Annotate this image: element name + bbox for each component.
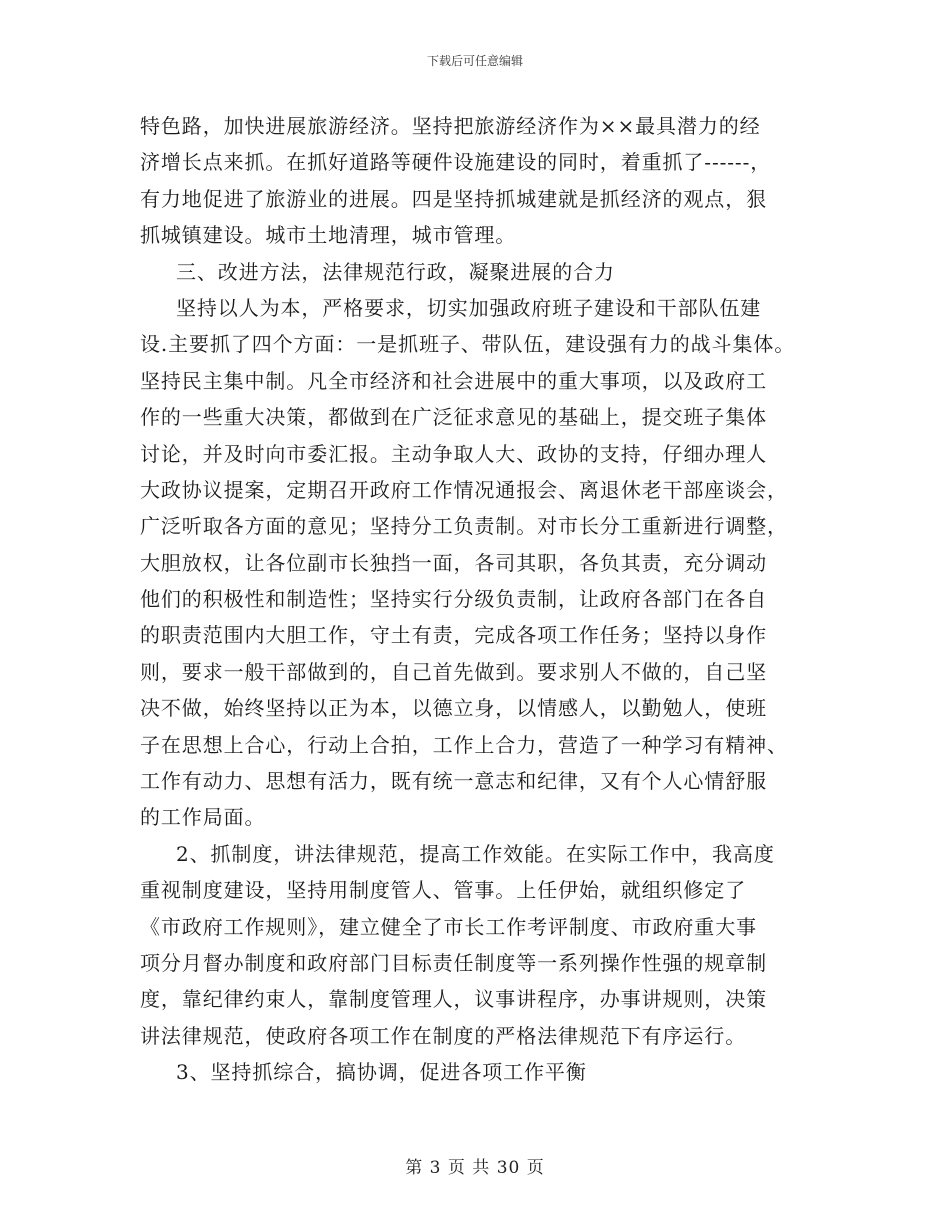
body-line: 作的一些重大决策，都做到在广泛征求意见的基础上，提交班子集体 (140, 405, 767, 430)
body-line: 设.主要抓了四个方面：一是抓班子、带队伍，建设强有力的战斗集体。 (140, 332, 796, 357)
paragraph-start: 2、抓制度，讲法律规范，提高工作效能。在实际工作中，我高度 (176, 841, 775, 866)
body-line: 决不做，始终坚持以正为本，以德立身，以情感人，以勤勉人，使班 (140, 696, 767, 721)
body-line: 讲法律规范，使政府各项工作在制度的严格法律规范下有序运行。 (140, 1023, 747, 1048)
body-line: 讨论，并及时向市委汇报。主动争取人大、政协的支持，仔细办理人 (140, 441, 767, 466)
body-line: 重视制度建设，坚持用制度管人、管事。上任伊始，就组织修定了 (140, 878, 747, 903)
body-line: 济增长点来抓。在抓好道路等硬件设施建设的同时，着重抓了------， (140, 150, 772, 175)
page-header: 下载后可任意编辑 (426, 54, 523, 68)
body-line: 工作有动力、思想有活力，既有统一意志和纪律，又有个人心情舒服 (140, 769, 767, 794)
section-heading: 三、改进方法，法律规范行政，凝聚进展的合力 (176, 259, 615, 284)
body-line: 坚持民主集中制。凡全市经济和社会进展中的重大事项，以及政府工 (140, 368, 767, 393)
paragraph-start: 坚持以人为本，严格要求，切实加强政府班子建设和干部队伍建 (176, 295, 762, 320)
body-line: 特色路，加快进展旅游经济。坚持把旅游经济作为××最具潜力的经 (140, 114, 761, 138)
body-line: 有力地促进了旅游业的进展。四是坚持抓城建就是抓经济的观点，狠 (140, 186, 767, 211)
body-line: 他们的积极性和制造性；坚持实行分级负责制，让政府各部门在各自 (140, 587, 767, 612)
body-line: 子在思想上合心，行动上合拍，工作上合力，营造了一种学习有精神、 (140, 732, 788, 757)
body-line: 抓城镇建设。城市土地清理，城市管理。 (140, 223, 517, 248)
document-body (140, 108, 820, 1091)
body-line: 《市政府工作规则》，建立健全了市长工作考评制度、市政府重大事 (140, 914, 757, 939)
body-line: 的工作局面。 (140, 805, 266, 830)
page-number-footer: 第 3 页 共 30 页 (405, 1158, 545, 1178)
paragraph-start: 3、坚持抓综合，搞协调，促进各项工作平衡 (176, 1060, 587, 1085)
body-line: 广泛听取各方面的意见；坚持分工负责制。对市长分工重新进行调整， (140, 514, 788, 539)
body-line: 大胆放权，让各位副市长独挡一面，各司其职，各负其责，充分调动 (140, 550, 767, 575)
body-line: 大政协议提案，定期召开政府工作情况通报会、离退休老干部座谈会， (140, 477, 788, 502)
body-line: 度，靠纪律约束人，靠制度管理人，议事讲程序，办事讲规则，决策 (140, 987, 767, 1012)
body-line: 则，要求一般干部做到的，自己首先做到。要求别人不做的，自己坚 (140, 659, 767, 684)
body-line: 的职责范围内大胆工作，守土有责，完成各项工作任务；坚持以身作 (140, 623, 767, 648)
body-line: 项分月督办制度和政府部门目标责任制度等一系列操作性强的规章制 (140, 950, 767, 975)
